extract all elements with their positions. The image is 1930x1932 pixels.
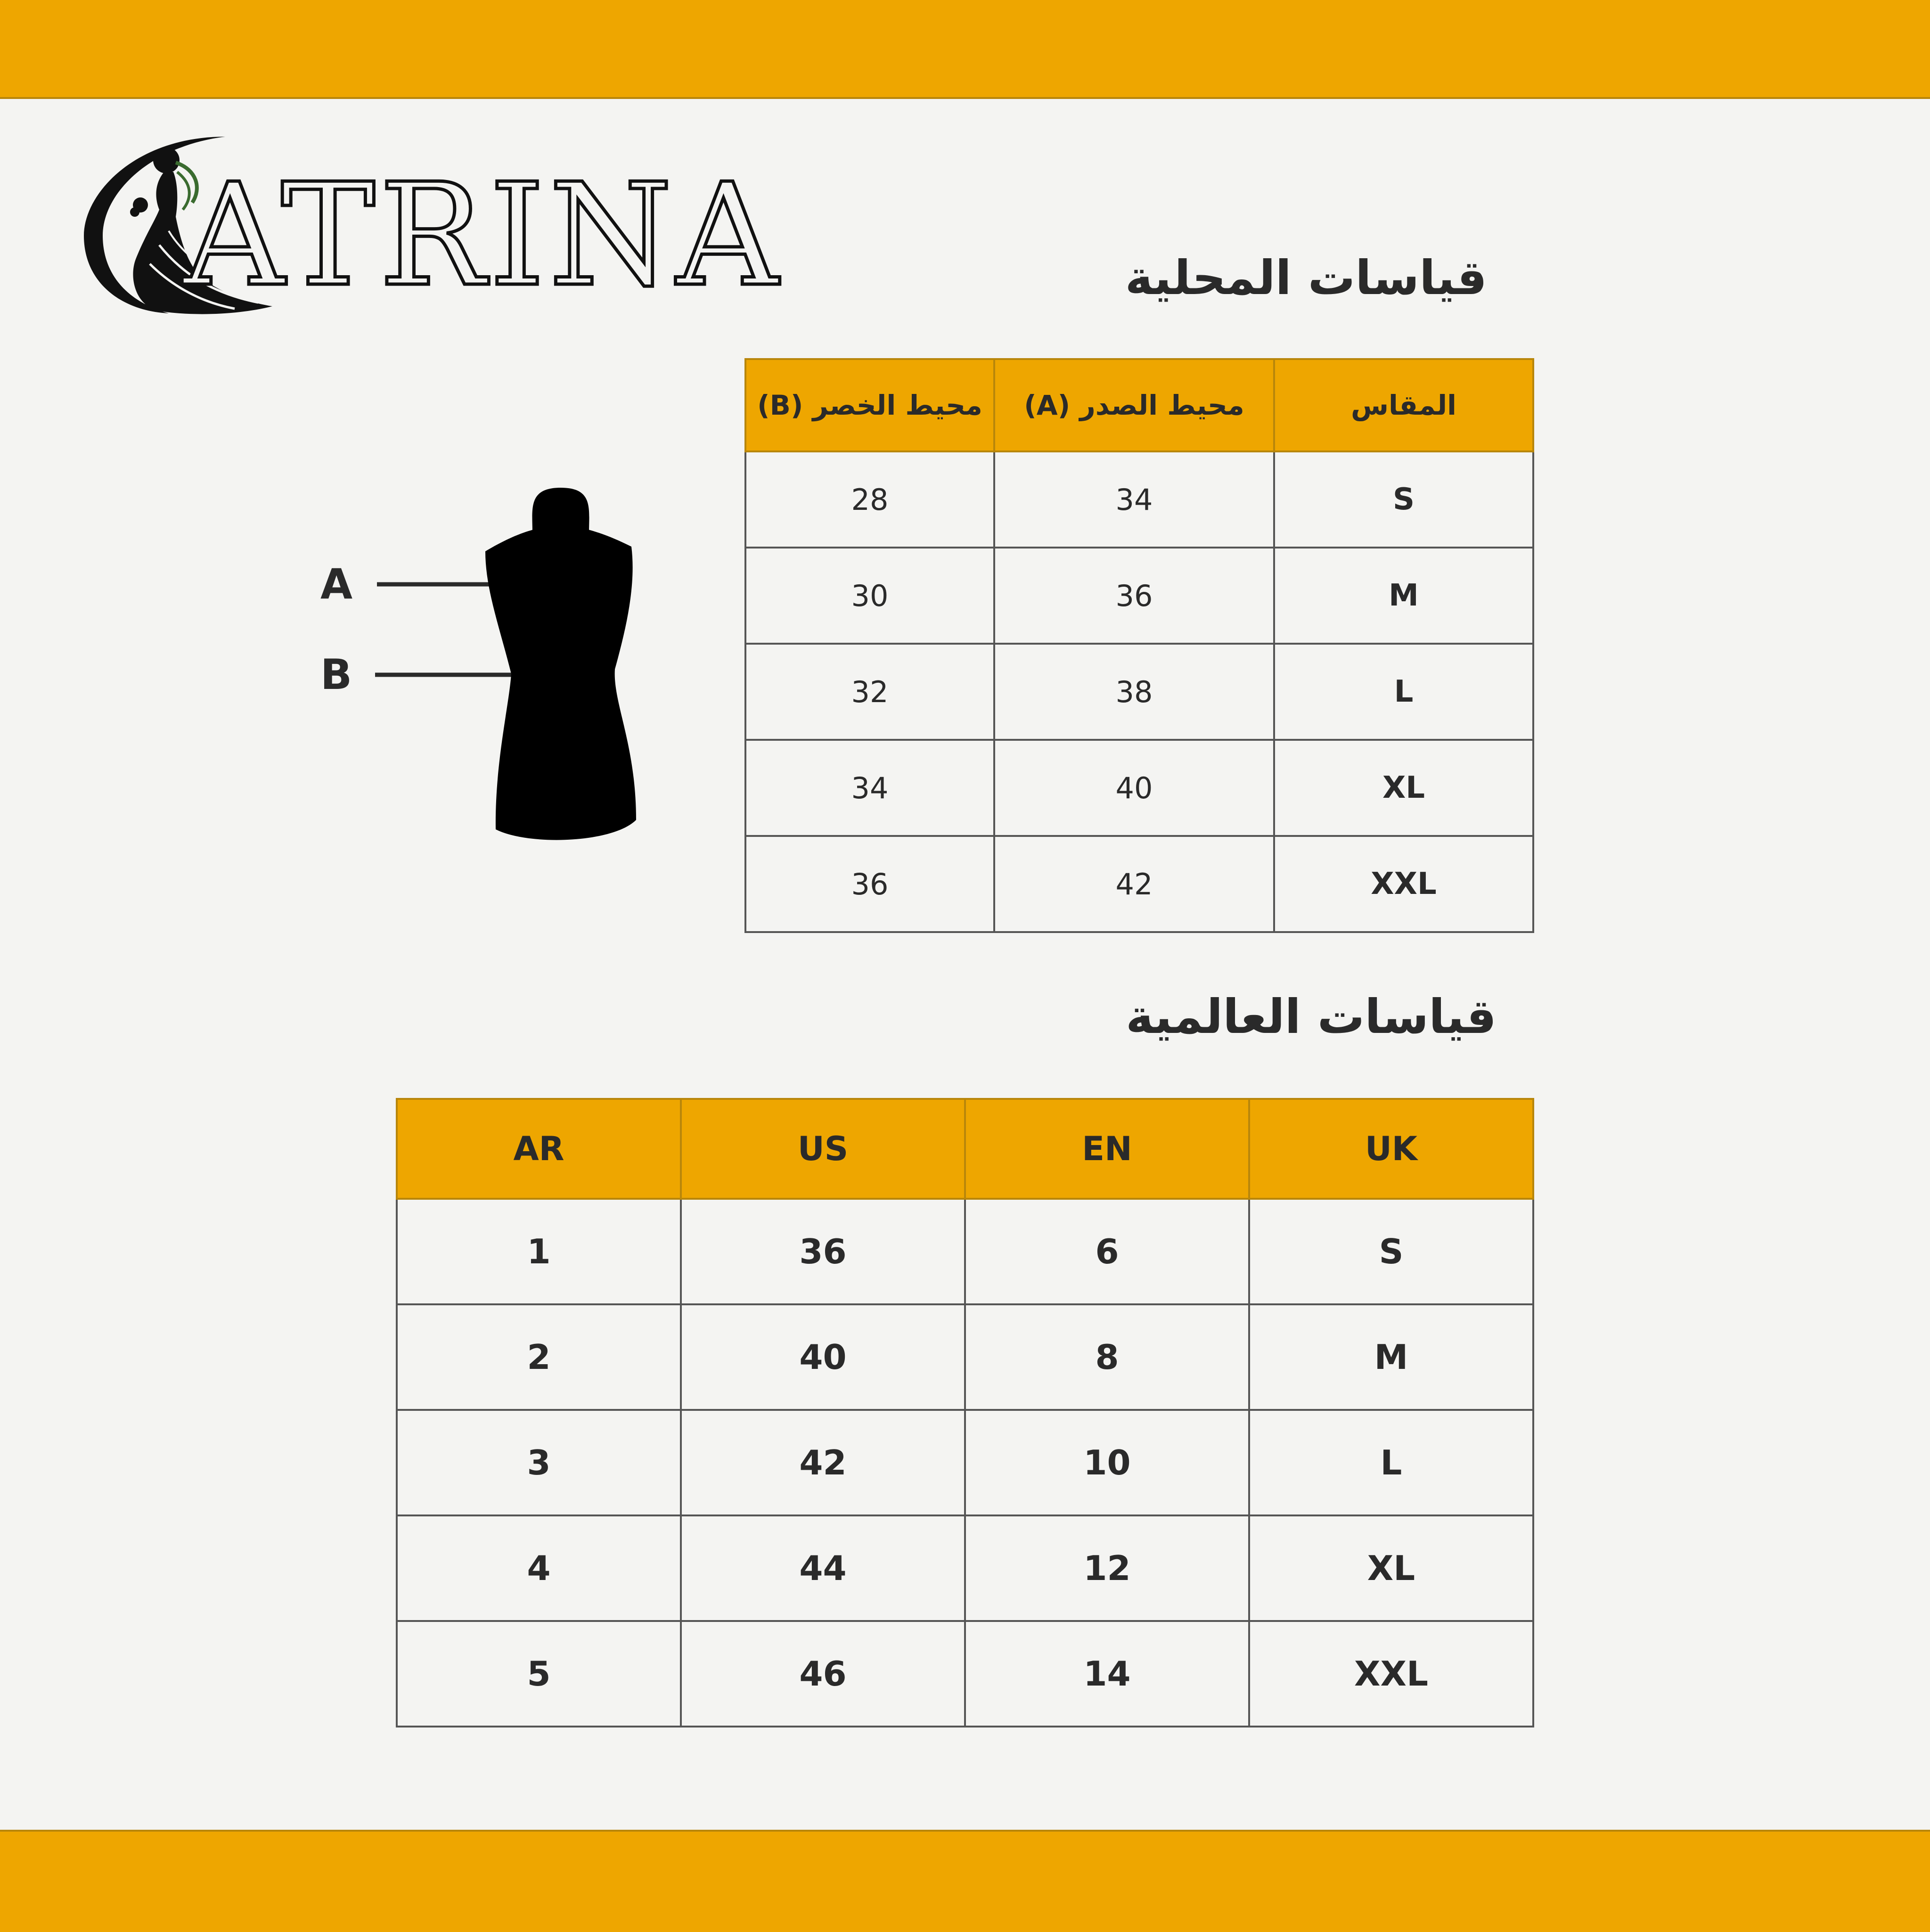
table-row <box>745 836 1533 932</box>
us-cell: 36 <box>681 1199 965 1304</box>
size-cell: S <box>1274 451 1533 548</box>
table-row <box>745 451 1533 548</box>
bottom-accent-band <box>0 1830 1930 1932</box>
table-header-row <box>397 1099 1533 1199</box>
uk-cell: M <box>1249 1304 1533 1410</box>
ar-cell: 1 <box>397 1199 681 1304</box>
logo-wordmark: ATRINA <box>183 153 782 318</box>
chest-cell: 40 <box>994 740 1274 836</box>
waist-cell: 36 <box>745 836 994 932</box>
chest-cell: 36 <box>994 548 1274 644</box>
us-cell: 46 <box>681 1621 965 1727</box>
chest-cell: 38 <box>994 644 1274 740</box>
local-sizes-title: قياسات المحلية <box>1125 250 1487 305</box>
waist-cell: 32 <box>745 644 994 740</box>
size-cell: L <box>1274 644 1533 740</box>
mannequin-icon <box>311 481 650 858</box>
header-us: US <box>681 1099 965 1199</box>
top-accent-band <box>0 0 1930 99</box>
table-row <box>745 644 1533 740</box>
local-sizes-table <box>744 358 1534 933</box>
en-cell: 8 <box>965 1304 1249 1410</box>
international-sizes-title: قياسات العالمية <box>1126 989 1497 1044</box>
chest-cell: 34 <box>994 451 1274 548</box>
uk-cell: XXL <box>1249 1621 1533 1727</box>
ar-cell: 2 <box>397 1304 681 1410</box>
table-row <box>745 548 1533 644</box>
marker-label-a: A <box>320 560 353 608</box>
header-chest: محيط الصدر (A) <box>994 359 1274 451</box>
table-header-row <box>745 359 1533 451</box>
en-cell: 6 <box>965 1199 1249 1304</box>
size-cell: XXL <box>1274 836 1533 932</box>
uk-cell: L <box>1249 1410 1533 1515</box>
us-cell: 40 <box>681 1304 965 1410</box>
international-sizes-table <box>396 1098 1534 1727</box>
brand-logo <box>84 127 782 325</box>
table-row <box>397 1515 1533 1621</box>
size-cell: M <box>1274 548 1533 644</box>
header-ar: AR <box>397 1099 681 1199</box>
us-cell: 44 <box>681 1515 965 1621</box>
table-row <box>397 1304 1533 1410</box>
chest-cell: 42 <box>994 836 1274 932</box>
ar-cell: 3 <box>397 1410 681 1515</box>
waist-cell: 30 <box>745 548 994 644</box>
header-size: المقاس <box>1274 359 1533 451</box>
table-row <box>397 1199 1533 1304</box>
size-cell: XL <box>1274 740 1533 836</box>
ar-cell: 4 <box>397 1515 681 1621</box>
header-uk: UK <box>1249 1099 1533 1199</box>
uk-cell: XL <box>1249 1515 1533 1621</box>
header-waist: محيط الخصر (B) <box>745 359 994 451</box>
table-row <box>745 740 1533 836</box>
marker-label-b: B <box>320 650 352 699</box>
uk-cell: S <box>1249 1199 1533 1304</box>
us-cell: 42 <box>681 1410 965 1515</box>
table-row <box>397 1410 1533 1515</box>
waist-cell: 28 <box>745 451 994 548</box>
header-en: EN <box>965 1099 1249 1199</box>
en-cell: 12 <box>965 1515 1249 1621</box>
en-cell: 14 <box>965 1621 1249 1727</box>
en-cell: 10 <box>965 1410 1249 1515</box>
mannequin-diagram <box>311 481 650 858</box>
waist-cell: 34 <box>745 740 994 836</box>
table-row <box>397 1621 1533 1727</box>
ar-cell: 5 <box>397 1621 681 1727</box>
